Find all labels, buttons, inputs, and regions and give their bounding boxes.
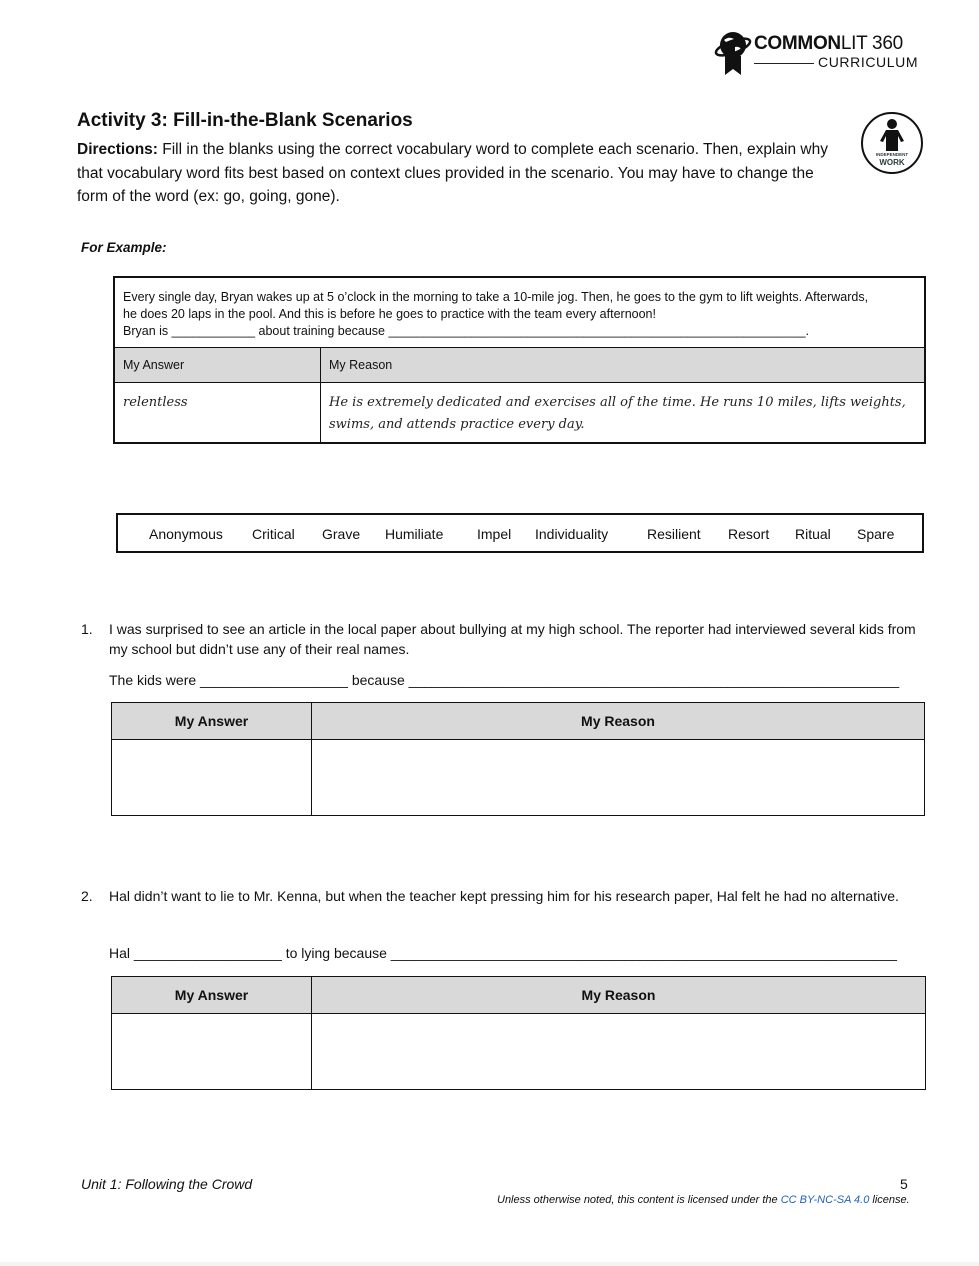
col-header-answer: My Answer xyxy=(112,703,312,739)
person-icon xyxy=(879,119,905,151)
directions-text: Fill in the blanks using the correct vocabulary word to complete each scenario. Then, explain why that vocabulary word fits best based on context clues provided in the scenario. You may have to change the form of the word (ex: go, going, gone). xyxy=(77,141,828,205)
directions-label: Directions: xyxy=(77,141,158,158)
license-notice xyxy=(497,1194,910,1206)
directions xyxy=(77,138,837,209)
independent-work-badge xyxy=(861,112,923,174)
question-number: 2. xyxy=(81,888,93,904)
word-bank xyxy=(116,513,924,553)
example-reason: He is extremely dedicated and exercises all of the time. He runs 10 miles, lifts weights, swims, and attends practice every day. xyxy=(329,395,906,432)
reason-cell[interactable] xyxy=(312,1014,925,1089)
license-suffix: license. xyxy=(869,1194,910,1206)
answer-table-row xyxy=(112,740,924,815)
license-prefix: Unless otherwise noted, this content is licensed under the xyxy=(497,1194,781,1206)
logo-brand: COMMONLIT 360 xyxy=(754,33,903,54)
example-answer: relentless xyxy=(115,383,321,442)
page-number: 5 xyxy=(900,1176,908,1192)
word-bank-item: Critical xyxy=(252,526,295,542)
logo-rule xyxy=(754,63,814,64)
question-fill-in-line[interactable]: Hal ___________________ to lying because _________________________________________________________________ xyxy=(109,945,897,961)
col-header-reason: My Reason xyxy=(581,713,655,729)
word-bank-item: Grave xyxy=(322,526,361,542)
word-bank-item: Spare xyxy=(857,526,895,542)
word-bank-item: Resort xyxy=(728,526,770,542)
commonlit-logo xyxy=(714,28,924,76)
for-example-label: For Example: xyxy=(81,240,167,255)
word-bank-item: Impel xyxy=(477,526,512,542)
question-number: 1. xyxy=(81,621,93,637)
col-header-reason: My Reason xyxy=(329,358,393,372)
globe-ribbon-icon xyxy=(714,28,752,76)
question-text: Hal didn’t want to lie to Mr. Kenna, but when the teacher kept pressing him for his research paper, Hal felt he had no alternative. xyxy=(109,888,899,904)
answer-cell[interactable] xyxy=(112,1014,312,1089)
answer-cell[interactable] xyxy=(112,740,312,815)
col-header-answer: My Answer xyxy=(115,348,321,382)
scenario-line: Every single day, Bryan wakes up at 5 o’clock in the morning to take a 10-mile jog. Then, he goes to the gym to lift weights. Afterwards, xyxy=(123,290,869,304)
activity-title: Activity 3: Fill-in-the-Blank Scenarios xyxy=(77,110,413,131)
word-bank-item: Humiliate xyxy=(385,526,444,542)
col-header-reason: My Reason xyxy=(581,987,656,1003)
page-edge xyxy=(0,1262,979,1266)
license-link[interactable]: CC BY-NC-SA 4.0 xyxy=(780,1194,870,1206)
answer-table xyxy=(111,976,926,1090)
reason-cell[interactable] xyxy=(312,740,924,815)
footer-unit-title: Unit 1: Following the Crowd xyxy=(81,1176,253,1192)
answer-table-header xyxy=(112,977,925,1014)
col-header-answer: My Answer xyxy=(112,977,312,1013)
example-table xyxy=(113,276,926,444)
word-bank-item: Anonymous xyxy=(149,526,223,542)
word-bank-item: Individuality xyxy=(535,526,609,542)
scenario-line: Bryan is ____________ about training because ____________________________________________________________. xyxy=(123,324,810,338)
example-answer-row xyxy=(115,383,924,442)
answer-table-header xyxy=(112,703,924,740)
question-text: I was surprised to see an article in the local paper about bullying at my high school. The reporter had interviewed several kids from my school but didn’t use any of their real names. xyxy=(109,621,916,657)
scenario-line: he does 20 laps in the pool. And this is before he goes to practice with the team every afternoon! xyxy=(123,307,656,321)
answer-table-row xyxy=(112,1014,925,1089)
example-scenario xyxy=(115,278,924,348)
example-header-row xyxy=(115,348,924,383)
badge-label-independent: INDEPENDENT xyxy=(875,152,909,157)
logo-subtitle: CURRICULUM xyxy=(818,54,919,70)
question-fill-in-line[interactable]: The kids were ___________________ because _______________________________________________________________ xyxy=(109,672,900,688)
word-bank-item: Resilient xyxy=(647,526,701,542)
badge-label-work: WORK xyxy=(879,158,905,167)
word-bank-item: Ritual xyxy=(795,526,831,542)
answer-table xyxy=(111,702,925,816)
